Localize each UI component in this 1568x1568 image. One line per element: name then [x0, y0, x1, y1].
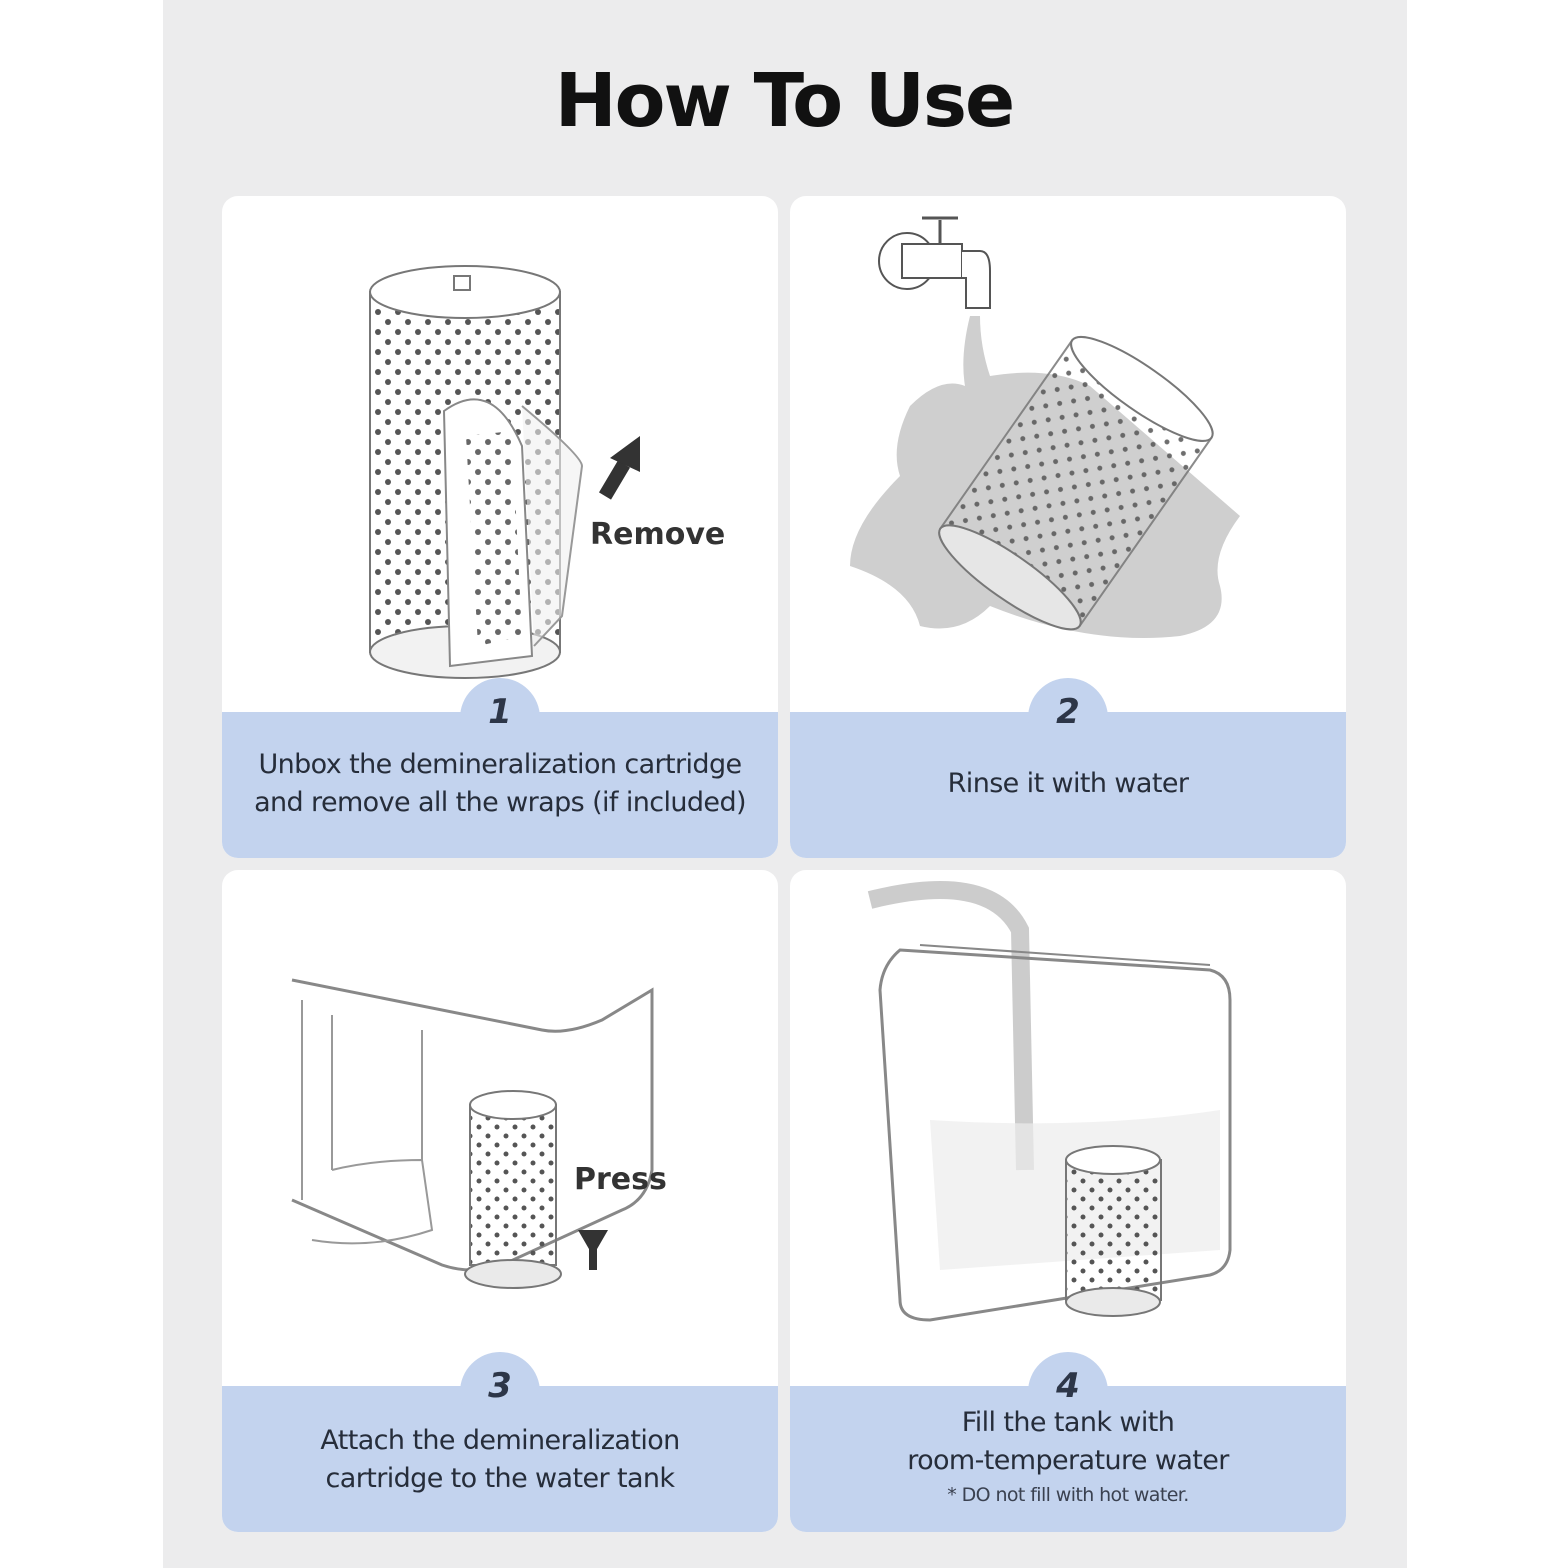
step-band-4: [790, 1366, 1346, 1532]
press-label: [572, 1153, 722, 1203]
caption-line: Unbox the demineralization cartridge: [258, 749, 742, 780]
step-band-1: [222, 692, 778, 858]
step-caption-3: [222, 1422, 778, 1498]
caption-line: cartridge to the water tank: [325, 1463, 675, 1494]
rinse-cartridge-illustration: [790, 196, 1346, 716]
step-caption-4: [790, 1404, 1346, 1510]
step-number-2: 2: [1056, 692, 1080, 732]
step-number-1: 1: [488, 692, 512, 732]
step-card-1: [222, 196, 778, 858]
step-band-3: [222, 1366, 778, 1532]
step-number-4: 4: [1056, 1366, 1080, 1406]
svg-text:Remove: Remove: [590, 517, 726, 552]
caption-line: Rinse it with water: [947, 768, 1189, 799]
step-card-4: [790, 870, 1346, 1532]
step-band-2: [790, 692, 1346, 858]
caption-line: Attach the demineralization: [320, 1425, 680, 1456]
attach-cartridge-illustration: [222, 870, 778, 1390]
step-number-3: 3: [488, 1366, 512, 1406]
fill-tank-illustration: [790, 870, 1346, 1390]
caption-note: * DO not fill with hot water.: [947, 1484, 1189, 1506]
cartridge-unwrap-illustration: [222, 196, 778, 716]
step-card-3: [222, 870, 778, 1532]
svg-text:Press: Press: [574, 1162, 667, 1197]
caption-line: room-temperature water: [907, 1445, 1229, 1476]
remove-label: [588, 508, 778, 558]
page-title: How To Use: [554, 58, 1014, 144]
caption-line: Fill the tank with: [961, 1407, 1175, 1438]
caption-line: and remove all the wraps (if included): [254, 787, 746, 818]
step-caption-1: [222, 746, 778, 822]
step-caption-2: [790, 765, 1346, 803]
step-card-2: [790, 196, 1346, 858]
